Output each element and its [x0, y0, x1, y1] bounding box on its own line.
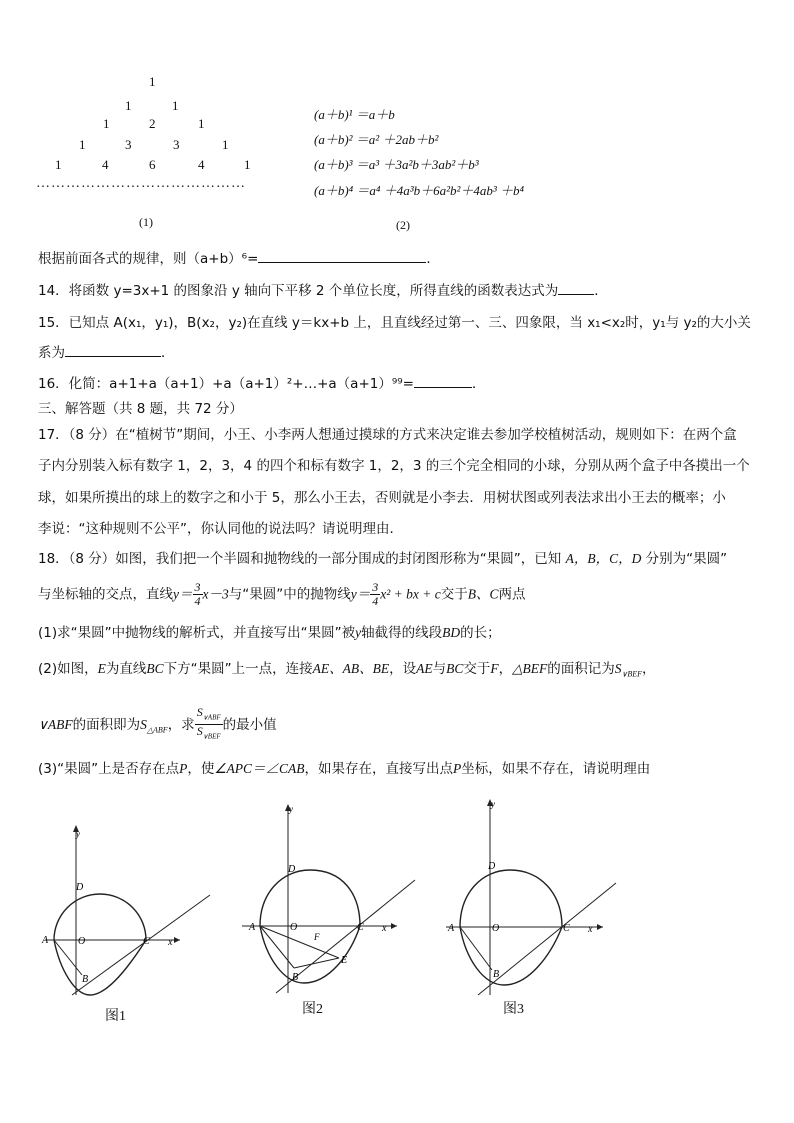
tri-r5-c1: 1	[55, 157, 62, 172]
question-18-part3	[38, 758, 650, 780]
question-17-line4: 李说：“这种规则不公平”，你认同他的说法吗？请说明理由．	[38, 521, 403, 537]
section-3-heading: 三、解答题（共 8 题，共 72 分）	[38, 401, 243, 417]
fig2-label-c: C	[357, 922, 364, 933]
q18-p2-tri: △BEF	[512, 661, 548, 676]
tri-r2-c2: 1	[172, 98, 179, 113]
q18-p4a: (3)“果圆”上是否存在点	[38, 761, 180, 777]
q18-frac-num: 3	[194, 580, 201, 594]
tri-r5-c2: 4	[102, 157, 109, 172]
q15-answer-blank[interactable]	[65, 344, 161, 357]
fig3-label-b: B	[493, 969, 500, 980]
expansion-caption: (2)	[396, 218, 410, 232]
tri-r4-c2: 3	[125, 137, 132, 152]
q18-p2a: (2)如图，	[38, 661, 98, 677]
tri-r1-c1: 1	[149, 74, 156, 89]
q18-p1-bd: BD	[442, 625, 461, 640]
q18-line-rhs: x－3	[202, 586, 229, 602]
q14-end: ．	[594, 283, 608, 299]
q18-p2-s1sub: ∨BEF	[621, 669, 643, 679]
fig3-x-arrow-icon	[597, 924, 603, 930]
q18-line-frac	[193, 581, 203, 608]
q18-p2-ae: AE	[416, 661, 433, 676]
q18-p2-seg: AE、AB、BE	[312, 661, 390, 676]
figure-1	[30, 815, 230, 1015]
q18-line-lhs: y＝	[173, 586, 193, 602]
q18-p2-f: F	[490, 661, 499, 676]
tri-r5-c5: 1	[244, 157, 251, 172]
fig2-x-arrow-icon	[391, 923, 397, 929]
q18-p2i: ，	[642, 661, 656, 677]
fig3-label-d: D	[488, 861, 496, 872]
expansion-1: (a＋b)¹ ＝a＋b	[314, 107, 395, 122]
question-17-line3: 球，如果所摸出的球上的数字之和小于 5，那么小王去，否则就是小李去．用树状图或列表法求出小王去的概率；小	[38, 490, 726, 506]
fig3-label-y: y	[491, 799, 495, 809]
figure-1-caption: 图1	[105, 1009, 126, 1024]
tri-r4-c1: 1	[79, 137, 86, 152]
q18-l2a: 与坐标轴的交点，直线	[38, 586, 173, 603]
figure-3	[438, 795, 638, 1005]
figure-2	[232, 798, 432, 1003]
question-18-part2	[38, 658, 656, 686]
question-17-line2: 子内分别装入标有数字 1，2，3，4 的四个和标有数字 1，2，3 的三个完全相同的小球，分别从两个盒子中各摸出一个	[38, 458, 750, 474]
question-14	[38, 280, 608, 302]
q18-par-frac	[370, 581, 380, 608]
fig2-label-o: O	[290, 922, 298, 933]
q18-par-rhs: x² + bx + c	[380, 586, 441, 602]
q18-par-frac-num: 3	[372, 580, 379, 594]
fig1-parabola	[54, 940, 146, 995]
q18-ratio-den: S	[196, 724, 203, 739]
q14-answer-blank[interactable]	[558, 282, 594, 295]
tri-r5-c4: 4	[198, 157, 205, 172]
fig1-line-bc	[72, 895, 210, 995]
q18-p2-bc2: BC	[446, 661, 464, 676]
question-18-line1	[38, 548, 727, 570]
q18-par-frac-den: 4	[372, 594, 379, 608]
q13-answer-blank[interactable]	[258, 250, 426, 263]
q18-ratio-den-sub: ∨BEF	[202, 732, 221, 741]
fig3-label-c: C	[563, 923, 570, 934]
fig2-label-b: B	[292, 972, 299, 983]
question-18-part2b	[38, 706, 277, 745]
q18-l2-pts: B、C	[467, 586, 499, 602]
q18-p3d: 的最小值	[222, 716, 277, 733]
q16-text: 16．化简：a+1+a（a+1）+a（a+1）²+…+a（a+1）⁹⁹=	[38, 376, 414, 392]
q18-l1: 18．（8 分）如图，我们把一个半圆和抛物线的一部分围成的封闭图形称为“果圆”，已知	[38, 551, 562, 567]
fig2-label-y: y	[289, 804, 293, 814]
question-15-line2	[38, 342, 175, 364]
fig2-semicircle	[260, 870, 360, 926]
fig2-label-e: E	[341, 955, 348, 966]
q18-p4-ang: ∠APC＝∠CAB	[214, 761, 305, 776]
fig3-segment-ab	[460, 927, 492, 970]
q18-l1-end: 分别为“果圆”	[645, 551, 728, 567]
q18-ratio-num-sub: ∨ABF	[202, 713, 221, 722]
q18-p2-e: E	[97, 661, 106, 676]
q18-p1b: 轴截得的线段	[361, 625, 443, 641]
q18-p2d: ，设	[389, 661, 417, 677]
question-18-part1	[38, 622, 501, 644]
q18-p3b: 的面积即为	[72, 716, 141, 733]
q18-p1c: 的长；	[460, 625, 501, 641]
q18-p3a: ∨ABF	[38, 716, 73, 732]
q18-p2-s1: S	[614, 661, 622, 676]
fig1-label-c: C	[143, 936, 150, 947]
q18-l2c: 交于	[440, 586, 468, 603]
tri-r3-c3: 1	[198, 116, 205, 131]
fig2-segment-ae	[260, 926, 339, 958]
q18-ratio-frac	[195, 706, 223, 744]
fig1-label-x: x	[168, 937, 173, 948]
q13-end: ．	[426, 251, 440, 267]
q18-p4-p2: P	[452, 761, 462, 776]
tri-r3-c1: 1	[103, 116, 110, 131]
q15-end: ．	[161, 345, 175, 361]
tri-r4-c4: 1	[222, 137, 229, 152]
fig2-label-f: F	[314, 932, 320, 942]
q18-frac-den: 4	[194, 594, 201, 608]
fig1-label-d: D	[76, 882, 84, 893]
tri-r3-c2: 2	[149, 116, 156, 131]
fig2-segment-ab	[260, 926, 294, 968]
fig3-label-x: x	[588, 924, 593, 935]
q18-p4b: ，使	[187, 761, 215, 777]
expansion-4: (a＋b)⁴ ＝a⁴ ＋4a³b＋6a²b²＋4ab³ ＋b⁴	[314, 183, 525, 198]
q14-text: 14．将函数 y=3x+1 的图象沿 y 轴向下平移 2 个单位长度，所得直线的函数表达式为	[38, 283, 559, 299]
q18-p2g: ，	[498, 661, 513, 677]
q18-p2c: 下方“果圆”上一点，连接	[163, 661, 313, 677]
fig1-label-o: O	[78, 936, 86, 947]
fig1-x-arrow-icon	[174, 937, 180, 943]
fig1-semicircle	[54, 894, 146, 940]
fig3-semicircle	[460, 870, 562, 927]
q18-p3c: ，求	[167, 716, 195, 733]
fig2-label-d: D	[288, 864, 296, 875]
q18-p4-p: P	[179, 761, 188, 776]
question-15-line1: 15．已知点 A(x₁，y₁)，B(x₂，y₂)在直线 y＝kx+b 上，且直线经过第一、三、四象限，当 x₁<x₂时，y₁与 y₂的大小关	[38, 315, 751, 331]
tri-r4-c3: 3	[173, 137, 180, 152]
q13-text: 根据前面各式的规律，则（a+b）⁶=	[38, 251, 259, 267]
q18-par-lhs: y＝	[350, 586, 371, 602]
q18-p2e: 与	[432, 661, 447, 677]
q15-line2-text: 系为	[38, 345, 65, 361]
fig3-label-o: O	[492, 923, 500, 934]
triangle-caption: (1)	[139, 215, 153, 229]
q18-p3-ssub: △ABF	[146, 725, 168, 735]
figure-3-caption: 图3	[503, 1002, 524, 1017]
q18-p1a: (1)求“果圆”中抛物线的解析式，并直接写出“果圆”被	[38, 625, 356, 641]
fig1-label-y: y	[76, 829, 80, 839]
q18-p4c: ，如果存在，直接写出点	[304, 761, 453, 777]
fig2-label-a: A	[249, 922, 256, 933]
fig2-label-x: x	[382, 923, 387, 934]
q18-p2b: 为直线	[105, 661, 147, 677]
question-18-line2	[38, 581, 526, 608]
question-17-line1: 17．（8 分）在“植树节”期间，小王、小李两人想通过摸球的方式来决定谁去参加学校植树活动，规则如下：在两个盒	[38, 427, 737, 443]
triangle-dots: ……………………………………	[36, 176, 246, 191]
tri-r5-c3: 6	[149, 157, 156, 172]
fig1-label-a: A	[42, 935, 49, 946]
q18-p2f: 交于	[463, 661, 491, 677]
q18-p2h: 的面积记为	[547, 661, 615, 677]
q18-p2-bc: BC	[146, 661, 164, 676]
fig3-label-a: A	[448, 923, 455, 934]
q18-points: A，B，C，D	[565, 551, 642, 566]
question-16	[38, 373, 485, 395]
q16-answer-blank[interactable]	[414, 375, 472, 388]
q18-p4d: 坐标，如果不存在，请说明理由	[461, 761, 651, 777]
q18-p1-y: y	[355, 625, 362, 640]
question-13-tail	[38, 248, 440, 270]
expansion-2: (a＋b)² ＝a² ＋2ab＋b²	[314, 132, 439, 147]
fig3-parabola	[460, 927, 562, 985]
q18-ratio-num: S	[196, 705, 203, 719]
fig1-label-b: B	[82, 974, 89, 985]
expansion-3: (a＋b)³ ＝a³ ＋3a²b＋3ab²＋b³	[314, 157, 479, 172]
figure-2-caption: 图2	[302, 1002, 323, 1017]
q18-l2b: 与“果圆”中的抛物线	[228, 586, 351, 603]
q16-end: ．	[471, 376, 486, 392]
q18-l2d: 两点	[498, 586, 526, 603]
q18-p3-s: S	[140, 716, 147, 732]
tri-r2-c1: 1	[125, 98, 132, 113]
